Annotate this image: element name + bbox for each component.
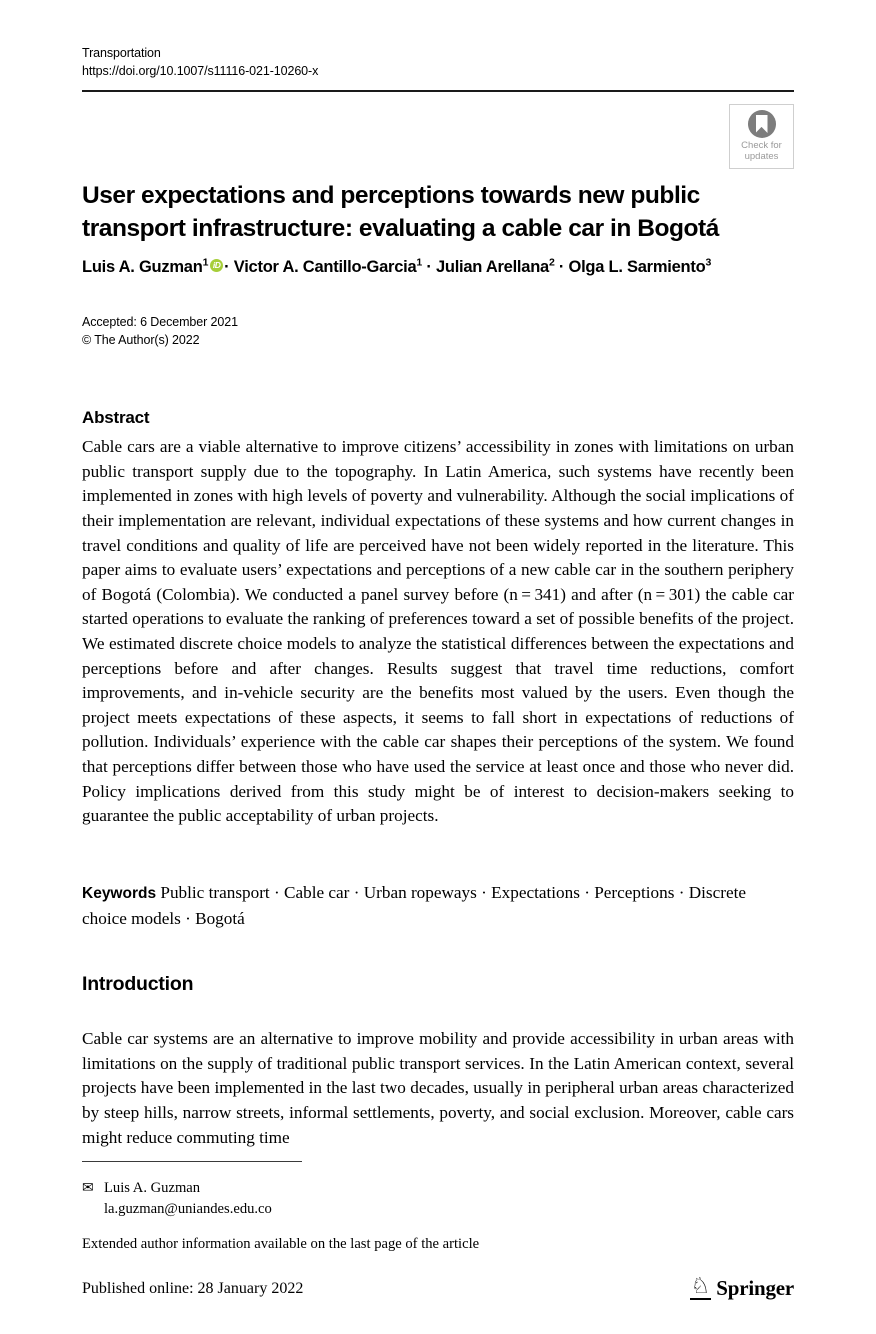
page-title: User expectations and perceptions towards new public transport infrastructure: evaluating a cable car in Bogotá	[82, 182, 719, 243]
page-footer	[82, 1273, 794, 1301]
check-for-updates-line2: updates	[744, 151, 779, 162]
author-affiliation-0: 1	[202, 256, 209, 269]
check-for-updates-label	[741, 140, 782, 162]
footnote-divider	[82, 1161, 302, 1162]
accepted-date: Accepted: 6 December 2021	[82, 315, 238, 329]
journal-name: Transportation	[82, 46, 161, 60]
springer-knight-icon: ♘	[690, 1273, 711, 1298]
keywords-label: Keywords	[82, 885, 157, 903]
journal-doi[interactable]: https://doi.org/10.1007/s11116-021-10260-x	[82, 64, 319, 78]
abstract-heading: Abstract	[82, 408, 150, 428]
keywords-list: Public transport · Cable car · Urban ropeways · Expectations · Perceptions · Discrete choice models · Bogotá	[82, 883, 746, 928]
author-name-0[interactable]: Luis A. Guzman	[82, 258, 203, 276]
orcid-icon[interactable]	[210, 259, 223, 272]
corresponding-author-row	[82, 1178, 682, 1220]
check-for-updates-line1: Check for	[741, 140, 782, 151]
copyright-line: © The Author(s) 2022	[82, 333, 200, 347]
corresponding-author-email[interactable]: la.guzman@uniandes.edu.co	[104, 1201, 272, 1217]
author-name-1[interactable]: Victor A. Cantillo-Garcia	[233, 258, 417, 276]
envelope-icon: ✉	[82, 1181, 94, 1196]
corresponding-author-info	[104, 1178, 682, 1220]
extended-author-info: Extended author information available on the last page of the article	[82, 1236, 480, 1252]
author-separator-2: ·	[558, 258, 565, 276]
orcid-label: iD	[212, 260, 221, 270]
author-list	[82, 256, 794, 278]
introduction-heading: Introduction	[82, 973, 194, 996]
springer-logo	[690, 1273, 794, 1301]
author-affiliation-3: 3	[705, 256, 712, 269]
springer-wordmark: Springer	[716, 1276, 794, 1300]
abstract-text: Cable cars are a viable alternative to improve citizens’ accessibility in zones with limitations on urban public transport supply due to the topography. In Latin America, such systems have recently been implemented in zones with high levels of poverty and vulnerability. Although the social implications of their implementation are relevant, individual expectations of these systems and how current changes in travel conditions and quality of life are perceived have not been widely reported in the literature. This paper aims to evaluate users’ expectations and perceptions of a new cable car in the southern periphery of Bogotá (Colombia). We conducted a panel survey before (n = 341) and after (n = 301) the cable car started operations to evaluate the ranking of preferences toward a set of possible benefits of the project. We estimated discrete choice models to analyze the statistical differences between the expectations and perceptions before and after changes. Results suggest that travel time reductions, comfort improvements, and in-vehicle security are the benefits most valued by the users. Even though the project meets expectations of these aspects, it seems to fall short in expectations of reductions of pollution. Individuals’ experience with the cable car shapes their perceptions of the system. We found that perceptions differ between those who have used the service at least once and those who never did. Policy implications derived from this study might be of interest to decision-makers seeking to guarantee the public acceptability of urban projects.	[82, 437, 794, 826]
author-name-3[interactable]: Olga L. Sarmiento	[568, 258, 706, 276]
author-separator-1: ·	[426, 258, 432, 276]
journal-header	[82, 44, 794, 80]
author-separator-0: ·	[224, 258, 230, 276]
published-online-date: Published online: 28 January 2022	[82, 1279, 304, 1297]
footnote-block	[82, 1178, 682, 1255]
publication-dates	[82, 313, 582, 349]
corresponding-author-name: Luis A. Guzman	[104, 1180, 201, 1196]
crossmark-badge-icon	[748, 110, 776, 138]
author-affiliation-2: 2	[548, 256, 555, 269]
author-affiliation-1: 1	[416, 256, 422, 269]
check-for-updates-badge[interactable]	[729, 104, 794, 169]
introduction-text: Cable car systems are an alternative to improve mobility and provide accessibility in urban areas with limitations on the supply of traditional public transport services. In the Latin American context, several projects have been implemented in the last two decades, usually in peripheral urban areas characterized by steep hills, narrow streets, informal settlements, poverty, and social exclusion. Moreover, cable cars might reduce commuting time	[82, 1029, 794, 1147]
header-divider	[82, 90, 794, 92]
keywords	[82, 881, 782, 931]
author-name-2[interactable]: Julian Arellana	[435, 258, 549, 276]
